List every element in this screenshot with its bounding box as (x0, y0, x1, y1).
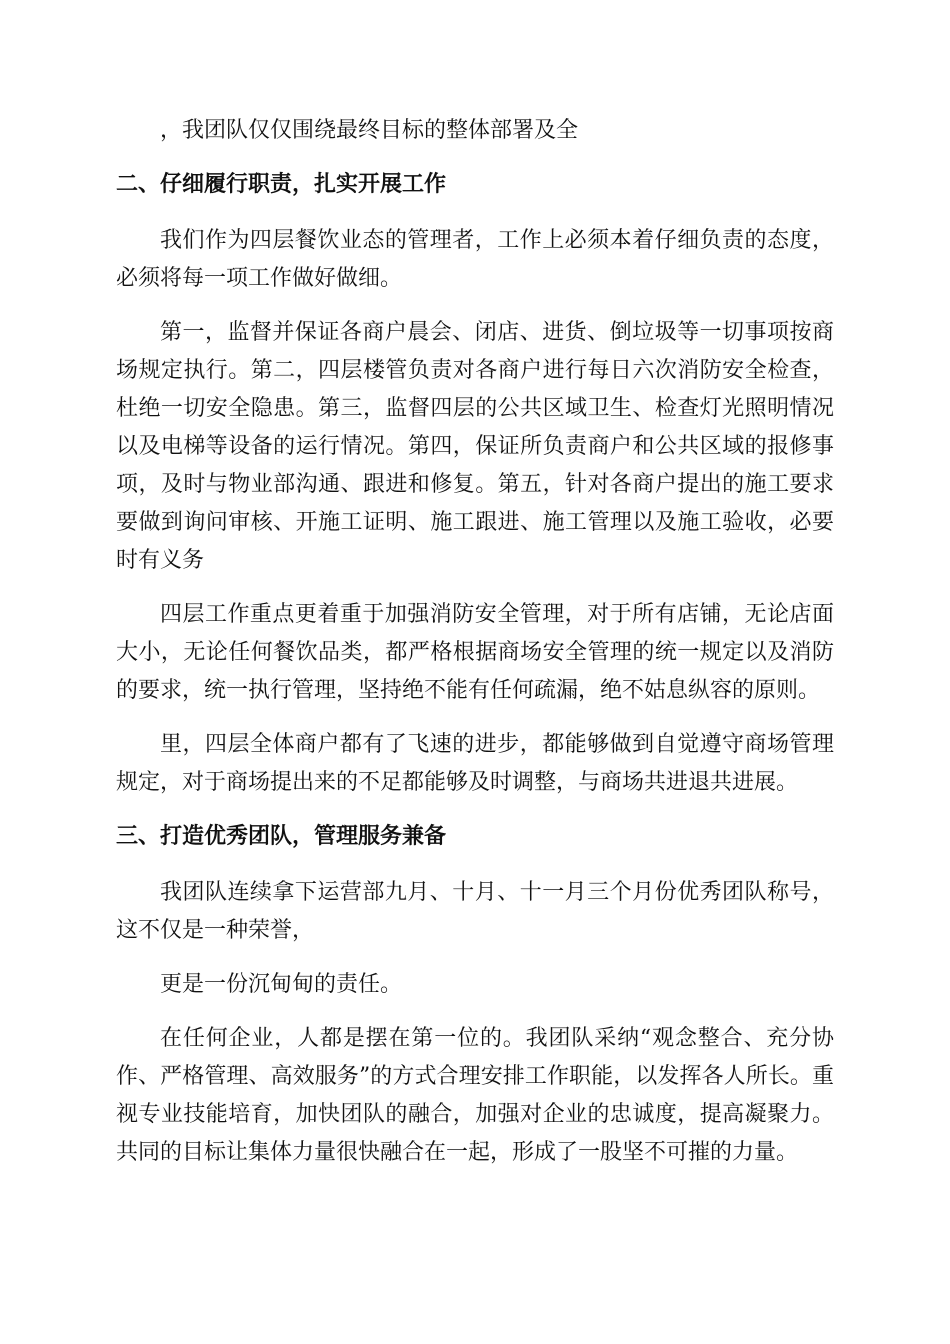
paragraph: 第一，监督并保证各商户晨会、闭店、进货、倒垃圾等一切事项按商场规定执行。第二，四层楼管负责对各商户进行每日六次消防安全检查，杜绝一切安全隐患。第三，监督四层的公共区域卫生、检查灯光照明情况以及电梯等设备的运行情况。第四，保证所负责商户和公共区域的报修事项，及时与物业部沟通、跟进和修复。第五，针对各商户提出的施工要求要做到询问审核、开施工证明、施工跟进、施工管理以及施工验收，必要时有义务 (116, 320, 834, 573)
section-heading-2: 二、仔细履行职责，扎实开展工作 (116, 172, 447, 197)
paragraph: 里，四层全体商户都有了飞速的进步，都能够做到自觉遵守商场管理规定，对于商场提出来的不足都能够及时调整，与商场共进退共进展。 (116, 732, 834, 795)
paragraph: 我团队连续拿下运营部九月、十月、十一月三个月份优秀团队称号，这不仅是一种荣誉， (116, 880, 834, 943)
paragraph: 我们作为四层餐饮业态的管理者，工作上必须本着仔细负责的态度，必须将每一项工作做好做细。 (116, 228, 834, 291)
document-body (116, 112, 834, 1188)
paragraph: 四层工作重点更着重于加强消防安全管理，对于所有店铺，无论店面大小，无论任何餐饮品类，都严格根据商场安全管理的统一规定以及消防的要求，统一执行管理，坚持绝不能有任何疏漏，绝不姑息纵容的原则。 (116, 602, 834, 703)
paragraph: 在任何企业，人都是摆在第一位的。我团队采纳“观念整合、充分协作、严格管理、高效服务”的方式合理安排工作职能，以发挥各人所长。重视专业技能培育，加快团队的融合，加强对企业的忠诚度，提高凝聚力。共同的目标让集体力量很快融合在一起，形成了一股坚不可摧的力量。 (116, 1026, 834, 1165)
paragraph-fragment: ，我团队仅仅围绕最终目标的整体部署及全 (160, 118, 579, 143)
paragraph: 更是一份沉甸甸的责任。 (160, 972, 403, 997)
section-heading-3: 三、打造优秀团队，管理服务兼备 (116, 824, 447, 849)
